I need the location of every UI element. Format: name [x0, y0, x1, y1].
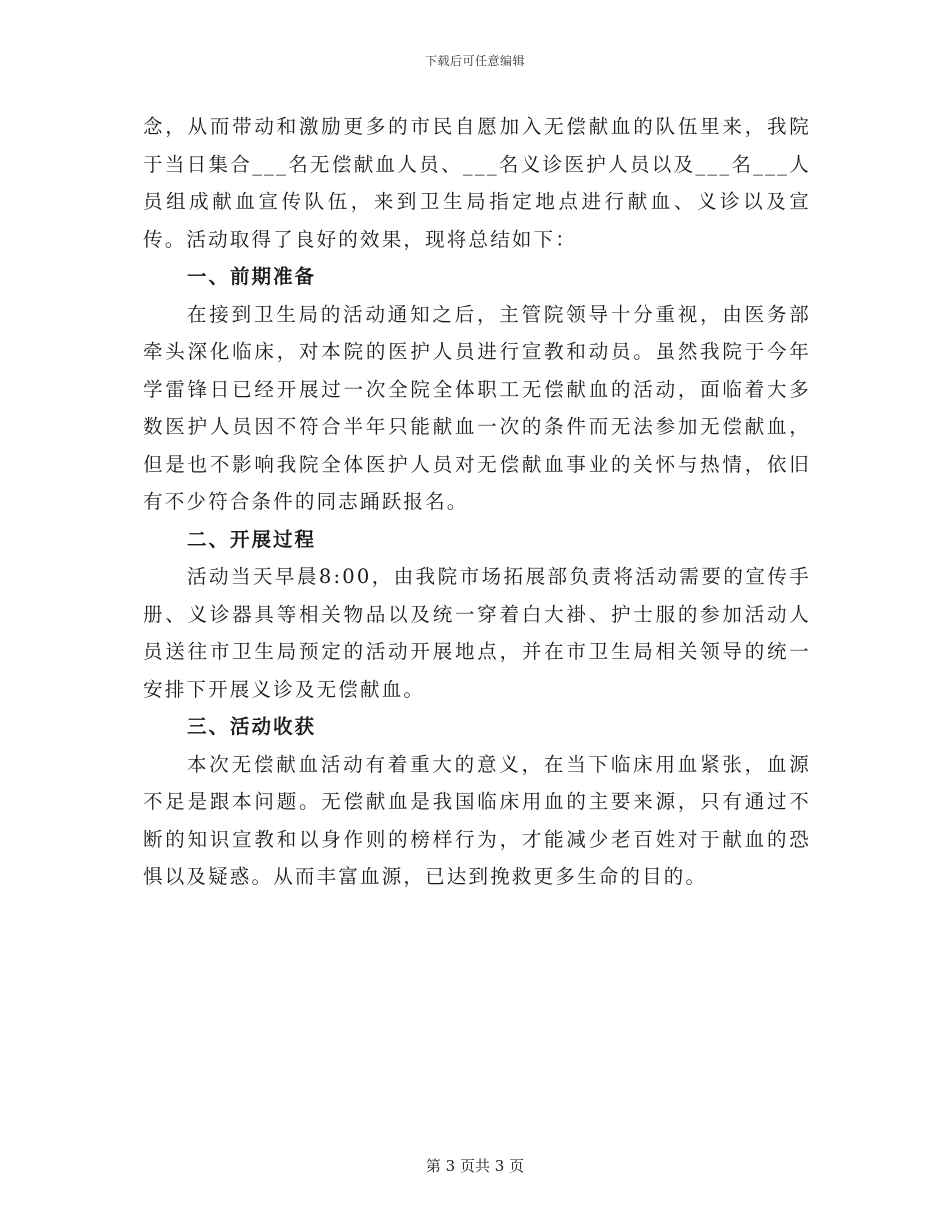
section-heading-outcome: 三、活动收获	[187, 715, 317, 738]
document-body	[143, 108, 811, 896]
section-paragraph-process: 活动当天早晨8:00，由我院市场拓展部负责将活动需要的宣传手册、义诊器具等相关物品以及统一穿着白大褂、护士服的参加活动人员送往市卫生局预定的活动开展地点，并在市卫生局相关领导的统一安排下开展义诊及无偿献血。	[143, 565, 811, 701]
page-header: 下载后可任意编辑	[424, 54, 525, 68]
page-number: 第 3 页共 3 页	[425, 1157, 525, 1175]
section-heading-preparation: 一、前期准备	[187, 265, 317, 288]
intro-paragraph: 念，从而带动和激励更多的市民自愿加入无偿献血的队伍里来，我院于当日集合___名无偿献血人员、___名义诊医护人员以及___名___人员组成献血宣传队伍，来到卫生局指定地点进行献血、义诊以及宣传。活动取得了良好的效果，现将总结如下：	[143, 115, 811, 251]
section-paragraph-outcome: 本次无偿献血活动有着重大的意义，在当下临床用血紧张，血源不足是跟本问题。无偿献血是我国临床用血的主要来源，只有通过不断的知识宣教和以身作则的榜样行为，才能减少老百姓对于献血的恐惧以及疑惑。从而丰富血源，已达到挽救更多生命的目的。	[143, 752, 811, 888]
section-heading-process: 二、开展过程	[187, 527, 317, 551]
section-paragraph-preparation: 在接到卫生局的活动通知之后，主管院领导十分重视，由医务部牵头深化临床，对本院的医护人员进行宣教和动员。虽然我院于今年学雷锋日已经开展过一次全院全体职工无偿献血的活动，面临着大多数医护人员因不符合半年只能献血一次的条件而无法参加无偿献血，但是也不影响我院全体医护人员对无偿献血事业的关怀与热情，依旧有不少符合条件的同志踊跃报名。	[143, 302, 811, 513]
